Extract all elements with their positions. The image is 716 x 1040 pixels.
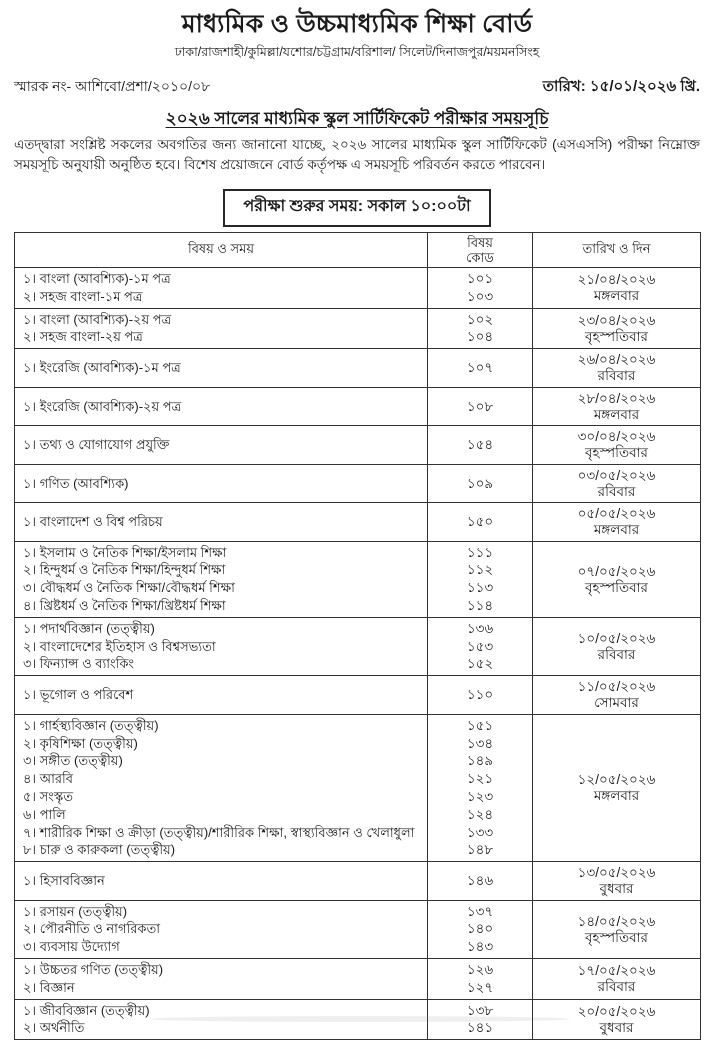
date-cell [533, 464, 701, 503]
subject-line: ৩। সঙ্গীত (তত্ত্বীয়) [23, 753, 123, 769]
code-line: ১৫১ [466, 717, 494, 733]
code-line: ১০৯ [466, 475, 494, 491]
code-cell [428, 503, 533, 542]
column-header-subject: বিষয় ও সময় [15, 233, 428, 268]
code-line: ১০১ [466, 271, 494, 286]
date-cell [533, 714, 701, 861]
subject-line: ১। জীববিজ্ঞান (তত্ত্বীয়) [23, 1002, 150, 1018]
date-cell [533, 268, 701, 309]
date-text: ১৩/০৫/২০২৬ [577, 865, 656, 881]
subject-line: ৫। সংস্কৃত [23, 788, 73, 804]
day-text: রবিবার [597, 646, 636, 662]
date-cell [533, 349, 701, 388]
subject-line: ১। রসায়ন (তত্ত্বীয়) [23, 903, 128, 919]
day-text: মঙ্গলবার [593, 406, 640, 422]
subject-cell [15, 862, 428, 901]
table-row [15, 714, 701, 861]
subject-line: ১। ইংরেজি (আবশ্যিক)-১ম পত্র [23, 360, 181, 376]
code-line: ১৪১ [466, 1020, 494, 1036]
code-cell [428, 959, 533, 1000]
subject-line: ৭। শারীরিক শিক্ষা ও ক্রীড়া (তত্ত্বীয়)/শারীরিক শিক্ষা, স্বাস্থ্যবিজ্ঞান ও খেলাধুলা [23, 824, 415, 840]
subject-cell [15, 268, 428, 309]
date-cell [533, 541, 701, 617]
subject-line: ২। সহজ বাংলা-১ম পত্র [23, 288, 143, 304]
subject-cell [15, 541, 428, 617]
code-line: ১১১ [466, 544, 494, 560]
board-title: মাধ্যমিক ও উচ্চমাধ্যমিক শিক্ষা বোর্ড [181, 10, 533, 38]
table-row [15, 349, 701, 388]
code-line: ১২৭ [466, 979, 494, 995]
memo-number: স্মারক নং- আশিবো/প্রশা/২০১০/০৮ [14, 78, 211, 94]
date-cell [533, 503, 701, 542]
date-cell [533, 387, 701, 426]
column-header-code-line2: কোড [466, 250, 494, 265]
date-text: ০৫/০৫/২০২৬ [577, 506, 656, 522]
subject-line: ১। ভূগোল ও পরিবেশ [23, 687, 134, 703]
date-text: ১১/০৫/২০২৬ [577, 679, 656, 695]
exam-schedule-table [14, 232, 701, 1040]
date-text: ২০/০৫/২০২৬ [577, 1003, 656, 1019]
table-row [15, 862, 701, 901]
code-line: ১০৩ [466, 288, 494, 304]
subject-cell [15, 959, 428, 1000]
date-cell [533, 862, 701, 901]
date-text: ২৬/০৪/২০২৬ [577, 352, 656, 368]
code-line: ১২৪ [466, 806, 494, 822]
table-row [15, 503, 701, 542]
date-text: ১৭/০৫/২০২৬ [577, 963, 656, 979]
subject-line: ২। কৃষিশিক্ষা (তত্ত্বীয়) [23, 735, 138, 751]
code-cell [428, 268, 533, 309]
code-line: ১৪৩ [466, 939, 494, 955]
code-cell [428, 900, 533, 958]
code-line: ১২১ [466, 771, 494, 787]
subject-line: ৩। ব্যবসায় উদ্যোগ [23, 939, 120, 955]
table-row [15, 959, 701, 1000]
subject-line: ১। ইংরেজি (আবশ্যিক)-২য় পত্র [23, 398, 182, 414]
subject-line: ২। সহজ বাংলা-২য় পত্র [23, 329, 143, 345]
day-text: বৃহস্পতিবার [585, 579, 648, 595]
date-cell [533, 426, 701, 465]
day-text: বৃহস্পতিবার [585, 929, 648, 945]
subject-cell [15, 503, 428, 542]
code-line: ১২৬ [466, 962, 494, 978]
subject-cell [15, 464, 428, 503]
subject-line: ২। পৌরনীতি ও নাগরিকতা [23, 921, 160, 937]
date-cell [533, 959, 701, 1000]
day-text: মঙ্গলবার [593, 788, 640, 804]
code-line: ১৩৪ [466, 735, 494, 751]
subject-line: ১। বাংলা (আবশ্যিক)-২য় পত্র [23, 311, 172, 327]
day-text: রবিবার [597, 483, 636, 499]
notice-title: ২০২৬ সালের মাধ্যমিক স্কুল সার্টিফিকেট পরীক্ষার সময়সূচি [165, 109, 549, 128]
date-text: ০৩/০৫/২০২৬ [577, 467, 656, 483]
code-line: ১৫০ [466, 514, 494, 530]
subject-cell [15, 617, 428, 675]
day-text: বৃহস্পতিবার [585, 445, 648, 461]
subject-cell [15, 676, 428, 715]
code-line: ১০২ [466, 311, 494, 327]
date-text: ০৭/০৫/২০২৬ [577, 563, 656, 579]
code-line: ১৩৮ [466, 1002, 494, 1018]
date-text: ২১/০৪/২০২৬ [577, 272, 656, 288]
code-line: ১১৩ [466, 580, 494, 596]
subject-line: ১। ইসলাম ও নৈতিক শিক্ষা/ইসলাম শিক্ষা [23, 544, 227, 560]
code-cell [428, 862, 533, 901]
date-cell [533, 676, 701, 715]
day-text: বুধবার [599, 1019, 634, 1035]
subject-line: ৮। চারু ও কারুকলা (তত্ত্বীয়) [23, 842, 176, 858]
code-line: ১৫২ [466, 656, 494, 672]
subject-cell [15, 349, 428, 388]
column-header-code-line1: বিষয় [467, 235, 493, 250]
table-row [15, 541, 701, 617]
date-text: ২৩/০৪/২০২৬ [577, 312, 656, 328]
date-cell [533, 617, 701, 675]
code-cell [428, 308, 533, 349]
subject-line: ২। অর্থনীতি [23, 1020, 85, 1036]
table-header-row [15, 233, 701, 268]
code-line: ১১০ [466, 687, 494, 703]
code-line: ১৫৩ [466, 638, 494, 654]
code-line: ১৫৪ [466, 437, 494, 453]
code-line: ১৪৯ [466, 753, 494, 769]
date-cell [533, 900, 701, 958]
subject-cell [15, 387, 428, 426]
subject-line: ১। বাংলা (আবশ্যিক)-১ম পত্র [23, 271, 171, 286]
column-header-code [428, 233, 533, 268]
day-text: বৃহস্পতিবার [585, 328, 648, 344]
day-text: মঙ্গলবার [593, 522, 640, 538]
subject-line: ১। গণিত (আবশ্যিক) [23, 475, 129, 491]
code-cell [428, 426, 533, 465]
code-line: ১৩৭ [466, 903, 494, 919]
subject-cell [15, 714, 428, 861]
subject-line: ১। তথ্য ও যোগাযোগ প্রযুক্তি [23, 437, 170, 453]
document-date: তারিখ: ১৫/০১/২০২৬ খ্রি. [542, 78, 700, 95]
subject-cell [15, 900, 428, 958]
code-line: ১০৪ [466, 329, 494, 345]
subject-line: ১। পদার্থবিজ্ঞান (তত্ত্বীয়) [23, 620, 155, 636]
code-cell [428, 617, 533, 675]
day-text: মঙ্গলবার [593, 288, 640, 304]
code-line: ১৪০ [466, 921, 494, 937]
subject-line: ৪। আরবি [23, 771, 73, 787]
date-text: ১২/০৫/২০২৬ [577, 772, 656, 788]
code-cell [428, 714, 533, 861]
code-cell [428, 464, 533, 503]
date-text: ১০/০৫/২০২৬ [577, 630, 656, 646]
subject-line: ১। হিসাববিজ্ঞান [23, 872, 105, 888]
code-line: ১৩৬ [466, 620, 494, 636]
memo-row [14, 76, 700, 97]
subject-line: ২। বিজ্ঞান [23, 979, 75, 995]
code-line: ১২৩ [466, 788, 494, 804]
code-cell [428, 349, 533, 388]
subject-line: ৪। খ্রিষ্টধর্ম ও নৈতিক শিক্ষা/খ্রিষ্টধর্ম শিক্ষা [23, 598, 226, 614]
table-row [15, 900, 701, 958]
subject-line: ১। উচ্চতর গণিত (তত্ত্বীয়) [23, 962, 164, 978]
code-line: ১১৪ [466, 598, 494, 614]
code-line: ১০৭ [466, 360, 494, 376]
date-text: ৩০/০৪/২০২৬ [577, 429, 656, 445]
scan-artifact [150, 1016, 570, 1022]
date-text: ২৮/০৪/২০২৬ [577, 390, 656, 406]
date-cell [533, 308, 701, 349]
code-line: ১৪৮ [466, 842, 494, 858]
column-header-date: তারিখ ও দিন [533, 233, 701, 268]
exam-start-time-box: পরীক্ষা শুরুর সময়: সকাল ১০:০০টা [223, 189, 490, 227]
code-line: ১১২ [466, 562, 494, 578]
table-row [15, 308, 701, 349]
day-text: রবিবার [597, 368, 636, 384]
table-row [15, 387, 701, 426]
code-line: ১০৮ [466, 398, 494, 414]
day-text: রবিবার [597, 979, 636, 995]
table-row [15, 426, 701, 465]
board-offices-line: ঢাকা/রাজশাহী/কুমিল্লা/যশোর/চট্টগ্রাম/বরিশাল/ সিলেট/দিনাজপুর/ময়মনসিংহ [174, 45, 540, 59]
notice-body: এতদ্দ্বারা সংশ্লিষ্ট সকলের অবগতির জন্য জানানো যাচ্ছে, ২০২৬ সালের মাধ্যমিক স্কুল সার্টিফিকেট (এসএসসি) পরীক্ষা নিম্নোক্ত সময়সূচি অনুযায়ী অনুষ্ঠিত হবে। বিশেষ প্রয়োজনে বোর্ড কর্তৃপক্ষ এ সময়সূচি পরিবর্তন করতে পারবেন। [14, 137, 700, 172]
code-cell [428, 541, 533, 617]
subject-cell [15, 426, 428, 465]
table-body [15, 268, 701, 1040]
day-text: সোমবার [594, 695, 639, 711]
code-cell [428, 387, 533, 426]
subject-line: ৩। বৌদ্ধধর্ম ও নৈতিক শিক্ষা/বৌদ্ধধর্ম শিক্ষা [23, 580, 235, 596]
subject-line: ১। গার্হস্থ্যবিজ্ঞান (তত্ত্বীয়) [23, 717, 159, 733]
code-line: ১৩৩ [466, 824, 494, 840]
subject-cell [15, 308, 428, 349]
day-text: বুধবার [599, 881, 634, 897]
subject-line: ২। বাংলাদেশের ইতিহাস ও বিশ্বসভ্যতা [23, 638, 216, 654]
table-row [15, 268, 701, 309]
table-row [15, 676, 701, 715]
table-row [15, 464, 701, 503]
code-cell [428, 676, 533, 715]
date-text: ১৪/০৫/২০২৬ [577, 913, 656, 929]
code-line: ১৪৬ [466, 872, 494, 888]
subject-line: ২। হিন্দুধর্ম ও নৈতিক শিক্ষা/হিন্দুধর্ম শিক্ষা [23, 562, 226, 578]
subject-line: ৬। পালি [23, 806, 66, 822]
table-row [15, 617, 701, 675]
subject-line: ৩। ফিন্যান্স ও ব্যাংকিং [23, 656, 135, 672]
subject-line: ১। বাংলাদেশ ও বিশ্ব পরিচয় [23, 514, 163, 530]
